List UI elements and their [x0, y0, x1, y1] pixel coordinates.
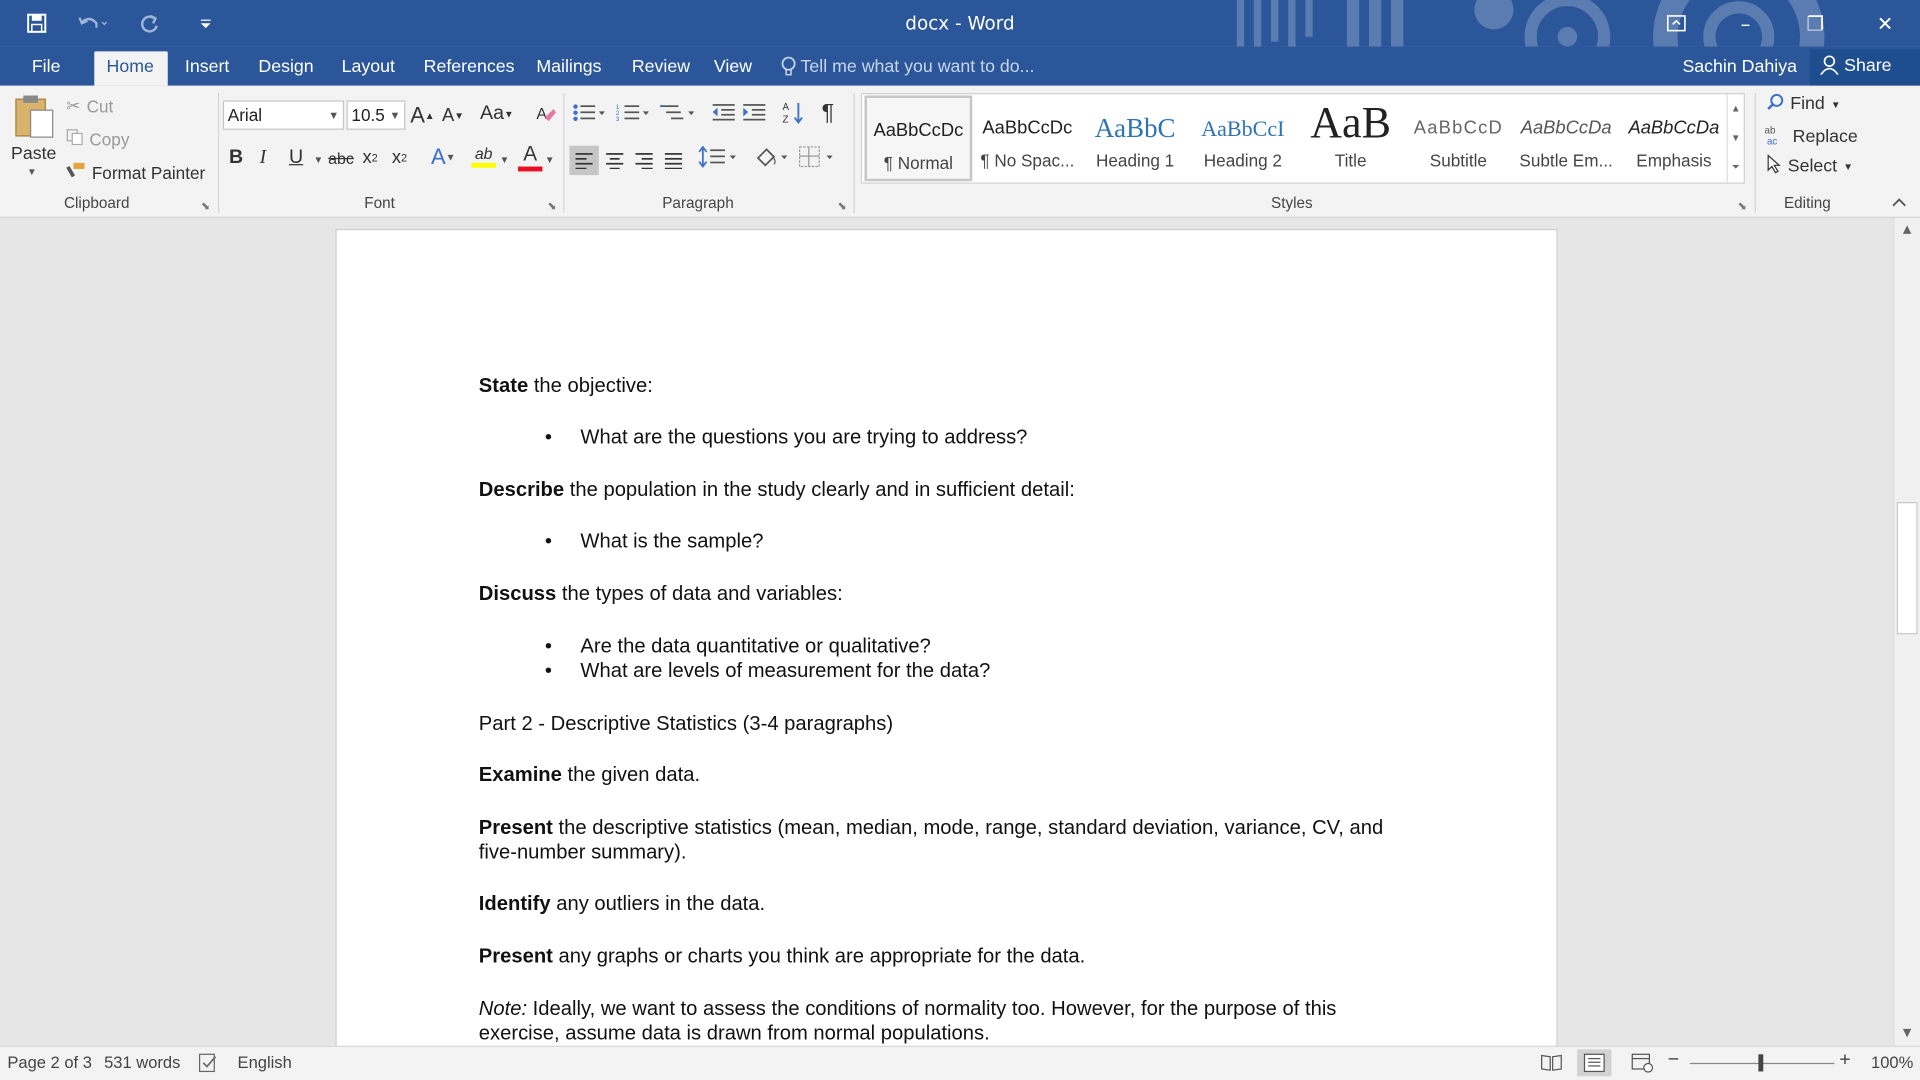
style-preview: AaBbCcDa	[1628, 117, 1720, 139]
styles-gallery-scroll	[1727, 94, 1744, 182]
bold-button[interactable]: B	[228, 146, 244, 168]
zoom-level[interactable]: 100%	[1871, 1053, 1914, 1072]
change-case-button[interactable]: Aa ▼	[480, 102, 514, 124]
styles-group-label: Styles	[1270, 194, 1313, 212]
list-item: What are levels of measurement for the data?	[580, 660, 991, 683]
bold-run: Present	[478, 816, 553, 839]
multilevel-list-icon[interactable]	[660, 103, 697, 123]
bullets-icon[interactable]	[572, 103, 606, 123]
tab-insert[interactable]: Insert	[184, 57, 230, 78]
clipboard-launcher-icon[interactable]: ⬊	[200, 199, 211, 212]
scroll-down-icon[interactable]: ▼	[1902, 1027, 1912, 1040]
zoom-out-button[interactable]: −	[1667, 1049, 1680, 1071]
text-run: any graphs or charts you think are appropriate for the data.	[552, 945, 1086, 968]
increase-indent-icon[interactable]	[742, 103, 766, 123]
style-normal[interactable]	[864, 96, 972, 182]
text-run: the descriptive statistics (mean, median, mode, range, standard deviation, variance, CV, and five-number summary).	[478, 816, 1384, 864]
svg-text:ab: ab	[1764, 125, 1776, 137]
tell-me-search[interactable]	[781, 51, 1034, 83]
tab-review[interactable]: Review	[631, 57, 691, 78]
font-color-icon: A	[523, 142, 538, 166]
svg-text:A: A	[782, 102, 789, 114]
align-right-icon[interactable]	[631, 146, 658, 175]
ribbon-separator	[563, 93, 564, 213]
style-preview: AaBbC	[1094, 112, 1176, 144]
tab-file[interactable]: File	[31, 57, 61, 78]
paragraph: Part 2 - Descriptive Statistics (3-4 paragraphs)	[478, 712, 894, 735]
underline-button[interactable]: U	[288, 146, 304, 168]
style-preview: AaBbCcDa	[1520, 117, 1612, 139]
gallery-down-icon[interactable]: ▼	[1730, 132, 1741, 144]
paragraph	[479, 479, 1075, 502]
style-title[interactable]	[1297, 96, 1405, 182]
style-heading-1[interactable]	[1081, 96, 1189, 182]
cut-label: Cut	[86, 96, 114, 116]
style-name: Emphasis	[1636, 150, 1712, 171]
chevron-down-icon: ▼	[328, 108, 340, 122]
style-heading-2[interactable]	[1189, 96, 1297, 182]
superscript-button[interactable]: x 2	[391, 146, 408, 168]
restore-button[interactable]: ❐	[1806, 11, 1825, 35]
style-name: ¶ Normal	[883, 153, 953, 173]
align-left-icon[interactable]	[569, 146, 598, 175]
tell-me-placeholder: Tell me what you want to do...	[800, 57, 1035, 78]
language[interactable]: English	[237, 1053, 292, 1072]
text-run: the given data.	[561, 764, 701, 787]
text-run: the types of data and variables:	[556, 582, 843, 605]
style-name: Heading 2	[1203, 150, 1282, 171]
paragraph	[479, 945, 1085, 968]
list-item: What is the sample?	[580, 530, 764, 553]
font-launcher-icon[interactable]: ⬊	[547, 199, 557, 212]
svg-text:1: 1	[615, 103, 620, 111]
paste-label[interactable]: Paste	[11, 144, 57, 165]
web-layout-icon[interactable]	[1631, 1053, 1653, 1076]
svg-text:ac: ac	[1766, 136, 1778, 146]
italic-run: Note:	[478, 997, 528, 1021]
bold-run: Discuss	[478, 582, 557, 605]
style-name: Heading 1	[1096, 150, 1175, 171]
tab-home[interactable]: Home	[94, 51, 167, 85]
paragraph	[479, 997, 1410, 1046]
styles-launcher-icon[interactable]: ⬊	[1737, 199, 1747, 212]
tab-view[interactable]: View	[713, 57, 753, 78]
bold-run: Describe	[478, 478, 565, 501]
tab-mailings[interactable]: Mailings	[536, 57, 602, 78]
paragraph	[479, 764, 700, 787]
bold-run: State	[478, 374, 529, 397]
svg-text:2: 2	[615, 110, 620, 118]
style-subtle-emphasis[interactable]	[1512, 96, 1620, 182]
cursor-arrow-icon	[1767, 154, 1782, 178]
replace-button[interactable]	[1765, 124, 1858, 151]
chevron-down-icon: ▼	[389, 108, 401, 122]
read-mode-icon[interactable]	[1540, 1053, 1562, 1076]
style-no-spacing[interactable]	[973, 96, 1081, 182]
bullet-icon: •	[544, 530, 552, 553]
ribbon-separator	[1755, 93, 1756, 213]
share-button[interactable]	[1810, 49, 1920, 86]
list-item: What are the questions you are trying to address?	[580, 426, 1028, 449]
gallery-up-icon[interactable]: ▲	[1730, 103, 1741, 115]
paste-button[interactable]	[12, 93, 56, 143]
text-run: any outliers in the data.	[550, 892, 766, 915]
show-formatting-marks-icon[interactable]: ¶	[821, 100, 835, 127]
lightbulb-icon	[781, 58, 800, 78]
style-name: Subtle Em...	[1519, 150, 1613, 171]
gallery-more-icon[interactable]: ⏷	[1731, 161, 1740, 173]
magnifier-icon	[1767, 93, 1784, 115]
scroll-up-icon[interactable]: ▲	[1902, 224, 1912, 237]
style-name: Subtitle	[1429, 150, 1487, 171]
style-preview: AaBbCcD	[1413, 117, 1503, 139]
replace-label: Replace	[1792, 127, 1858, 147]
decrease-indent-icon[interactable]	[711, 103, 735, 123]
ribbon-display-options-icon[interactable]	[1641, 0, 1711, 47]
shading-icon[interactable]	[754, 146, 791, 168]
clipboard-group-label: Clipboard	[63, 194, 130, 212]
replace-icon	[1765, 124, 1787, 151]
highlight-button[interactable]	[471, 144, 495, 167]
paragraph	[479, 375, 653, 398]
title-bar	[0, 0, 1920, 47]
clear-formatting-icon[interactable]	[535, 103, 557, 125]
font-color-dropdown-icon[interactable]: ▼	[544, 154, 555, 166]
bullet-icon: •	[544, 426, 552, 449]
user-name[interactable]: Sachin Dahiya	[1682, 57, 1797, 78]
document-page[interactable]	[336, 229, 1558, 1046]
format-painter-label: Format Painter	[91, 162, 206, 182]
font-size-value: 10.5	[351, 105, 385, 125]
highlight-dropdown-icon[interactable]: ▼	[499, 154, 510, 166]
bullet-icon: •	[544, 660, 552, 683]
grow-font-button[interactable]: A ▲	[410, 102, 435, 128]
style-preview: AaB	[1310, 97, 1392, 147]
copy-icon	[66, 129, 83, 150]
text-run: Ideally, we want to assess the conditions of normality too. However, for the purpose of this exercise, assume data is drawn from normal populations.	[478, 997, 1337, 1045]
styles-gallery	[861, 93, 1745, 184]
close-button[interactable]: ✕	[1876, 11, 1894, 35]
paragraph	[479, 893, 765, 916]
svg-text:A: A	[536, 105, 547, 123]
paste-icon	[13, 93, 55, 143]
find-button[interactable]	[1767, 93, 1841, 115]
proofing-icon[interactable]	[198, 1053, 218, 1076]
shrink-font-button[interactable]: A ▼	[442, 105, 465, 127]
text-run: the population in the study clearly and in sufficient detail:	[564, 478, 1075, 501]
copy-label: Copy	[89, 129, 130, 149]
justify-icon[interactable]	[660, 146, 687, 175]
align-center-icon[interactable]	[601, 146, 628, 175]
document-canvas	[0, 218, 1893, 1046]
style-preview: AaBbCcI	[1201, 116, 1285, 141]
select-button[interactable]	[1767, 154, 1853, 178]
scroll-thumb[interactable]	[1897, 502, 1918, 634]
ribbon-separator	[853, 93, 854, 213]
style-subtitle[interactable]	[1405, 96, 1513, 182]
style-preview: AaBbCcDc	[873, 120, 964, 141]
paragraph	[479, 583, 843, 606]
style-emphasis[interactable]	[1620, 96, 1728, 182]
highlight-icon: ab	[474, 144, 493, 163]
svg-text:Z: Z	[782, 114, 789, 125]
tab-design[interactable]: Design	[258, 57, 314, 78]
text-effects-icon: A	[431, 144, 446, 169]
person-icon	[1820, 56, 1845, 76]
status-bar	[0, 1046, 1920, 1080]
print-layout-icon[interactable]	[1577, 1049, 1611, 1076]
bullet-icon: •	[544, 635, 552, 658]
find-dropdown-icon: ▼	[1830, 98, 1841, 110]
copy-button[interactable]	[66, 129, 129, 150]
font-size-combo[interactable]	[347, 100, 406, 129]
text-run: the objective:	[528, 374, 653, 397]
subscript-button[interactable]: x 2	[362, 146, 378, 168]
paste-dropdown-icon[interactable]: ▼	[26, 166, 37, 178]
shrink-font-icon: A	[442, 105, 455, 127]
font-group-label: Font	[364, 194, 395, 212]
grow-font-icon: A	[410, 102, 425, 128]
share-label: Share	[1844, 56, 1892, 76]
format-painter-button[interactable]	[66, 162, 205, 183]
ribbon-home	[0, 86, 1920, 218]
sort-icon[interactable]	[781, 100, 805, 124]
window-title: docx - Word	[905, 12, 1015, 35]
list-item: Are the data quantitative or qualitative?	[580, 635, 931, 658]
vertical-scrollbar[interactable]	[1893, 218, 1920, 1046]
bold-run: Examine	[478, 764, 562, 787]
text-effects-button[interactable]: A ▼	[431, 144, 456, 169]
cut-button[interactable]	[66, 96, 113, 117]
paragraph-launcher-icon[interactable]: ⬊	[837, 199, 847, 212]
font-name-value: Arial	[227, 105, 263, 125]
word-count[interactable]: 531 words	[104, 1053, 181, 1072]
font-color-swatch	[518, 167, 542, 172]
ribbon-separator	[218, 93, 219, 213]
line-spacing-icon[interactable]	[698, 146, 740, 168]
strikethrough-button[interactable]: abc	[328, 149, 354, 168]
editing-group-label: Editing	[1783, 194, 1831, 212]
select-dropdown-icon: ▼	[1843, 161, 1853, 173]
change-case-icon: Aa	[480, 102, 504, 124]
collapse-ribbon-icon[interactable]	[1892, 193, 1907, 210]
font-name-combo[interactable]	[223, 100, 344, 129]
italic-button[interactable]: I	[259, 146, 267, 168]
paragraph-group-label: Paragraph	[662, 194, 734, 212]
bold-run: Identify	[478, 892, 551, 915]
scissors-icon: ✂	[66, 95, 81, 116]
window-controls	[1641, 0, 1920, 47]
zoom-in-button[interactable]: +	[1839, 1049, 1851, 1071]
style-name: ¶ No Spac...	[980, 150, 1075, 171]
svg-text:3: 3	[615, 116, 620, 123]
superscript-label: x	[391, 146, 402, 168]
numbering-icon[interactable]	[616, 103, 650, 123]
bold-run: Present	[478, 945, 553, 968]
find-label: Find	[1790, 94, 1825, 114]
font-color-button[interactable]	[518, 142, 542, 171]
paintbrush-icon	[66, 162, 86, 183]
tab-references[interactable]: References	[423, 57, 515, 78]
style-preview: AaBbCcDc	[982, 117, 1073, 139]
subscript-label: x	[362, 146, 372, 168]
borders-icon[interactable]	[798, 146, 837, 168]
ribbon-tabs	[0, 47, 1920, 86]
underline-dropdown-icon[interactable]: ▼	[313, 154, 324, 166]
select-label: Select	[1787, 156, 1838, 177]
page-count[interactable]: Page 2 of 3	[7, 1053, 92, 1072]
minimize-button[interactable]: –	[1740, 11, 1751, 35]
zoom-slider-thumb[interactable]	[1758, 1054, 1763, 1071]
style-name: Title	[1334, 150, 1367, 171]
paragraph	[479, 816, 1410, 865]
highlight-color-swatch	[471, 163, 495, 168]
tab-layout[interactable]: Layout	[341, 57, 395, 78]
